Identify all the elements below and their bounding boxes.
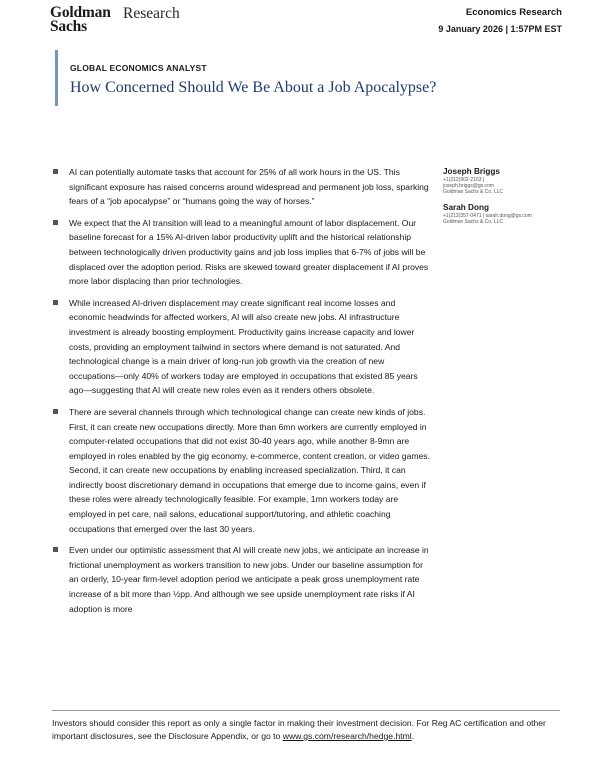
author-name: Sarah Dong — [443, 203, 489, 212]
report-title: How Concerned Should We Be About a Job Apocalypse? — [70, 79, 437, 96]
key-points-list — [52, 165, 430, 623]
logo-line-goldman: Goldman — [50, 4, 111, 21]
logo-research-label: Research — [123, 5, 180, 22]
author-block-dong — [443, 203, 573, 225]
author-firm: Goldman Sachs & Co. LLC — [443, 219, 504, 226]
goldman-sachs-logo — [50, 6, 111, 34]
disclosure-footer — [52, 717, 552, 743]
bullet-point: There are several channels through which technological change can create new kinds of jobs. First, it can create new occupations directly. More than 6mn workers are currently employed in computer-related occupations that did not exist 30-40 years ago, while another 8-9mn are employed in roles enabled by the gig economy, e-commerce, content creation, or video games. Second, it can create new occupations by enabling increased specialization. Third, it can indirectly boost discretionary demand in occupations that emerge due to income gains, even if these roles were already technologically feasible. For example, 1mn workers today are employed in pet care, nail salons, educational support/tutoring, and athletic coaching occupations that emerged over the last 30 years. — [52, 405, 430, 536]
report-series: GLOBAL ECONOMICS ANALYST — [70, 63, 207, 73]
logo-line-sachs: Sachs — [50, 18, 87, 35]
title-accent-bar — [55, 50, 58, 106]
author-block-briggs — [443, 167, 573, 196]
disclosure-period: . — [411, 731, 415, 741]
author-email[interactable]: joseph.briggs@gs.com — [443, 183, 494, 190]
author-phone: +1(212)902-2163 | — [443, 177, 485, 183]
bullet-point: AI can potentially automate tasks that account for 25% of all work hours in the US. This significant exposure has raised concerns around widespread and permanent job loss, sparking fears of a “job apocalypse” or “humans going the way of horses.” — [52, 165, 430, 209]
author-firm: Goldman Sachs & Co. LLC — [443, 189, 504, 196]
bullet-point: Even under our optimistic assessment that AI will create new jobs, we anticipate an increase in frictional unemployment as workers transition to new jobs. Under our baseline assumption for an orderly, 10-year firm-level adoption period we anticipate a peak gross unemployment rate increase of a bit more than ½pp. And although we see upside unemployment rate risks if AI adoption is more — [52, 543, 430, 616]
bullet-point: While increased AI-driven displacement may create significant real income losses and economic headwinds for affected workers, AI will also create new jobs. AI infrastructure investment is already boosting employment. Productivity gains increase capacity and lower costs, providing an employment tailwind in sectors where demand is not saturated. And technological change is a main driver of long-run job growth via the creation of new occupations—only 40% of workers today are employed in occupations that existed 85 years ago—suggesting that AI will create new roles even as it renders others obsolete. — [52, 296, 430, 398]
author-name: Joseph Briggs — [443, 167, 500, 176]
disclosure-link[interactable]: www.gs.com/research/hedge.html — [282, 731, 412, 741]
author-phone: +1(212)357-0471 | — [443, 213, 485, 219]
report-date-time: 9 January 2026 | 1:57PM EST — [438, 24, 562, 34]
report-type: Economics Research — [465, 7, 562, 18]
disclosure-text: Investors should consider this report as only a single factor in making their investment decision. For Reg AC certification and other important disclosures, see the Disclosure Appendix, or go to — [52, 718, 546, 741]
author-email[interactable]: sarah.dong@gs.com — [485, 213, 532, 219]
bullet-point: We expect that the AI transition will lead to a meaningful amount of labor displacement. Our baseline forecast for a 15% AI-driven labor productivity uplift and the historical relationship between technologically driven productivity gains and job loss implies that 6-7% of jobs will be displaced over the adoption period. Risks are skewed toward greater displacement if AI proves more labor displacing than prior technologies. — [52, 216, 430, 289]
footer-divider — [52, 710, 560, 711]
